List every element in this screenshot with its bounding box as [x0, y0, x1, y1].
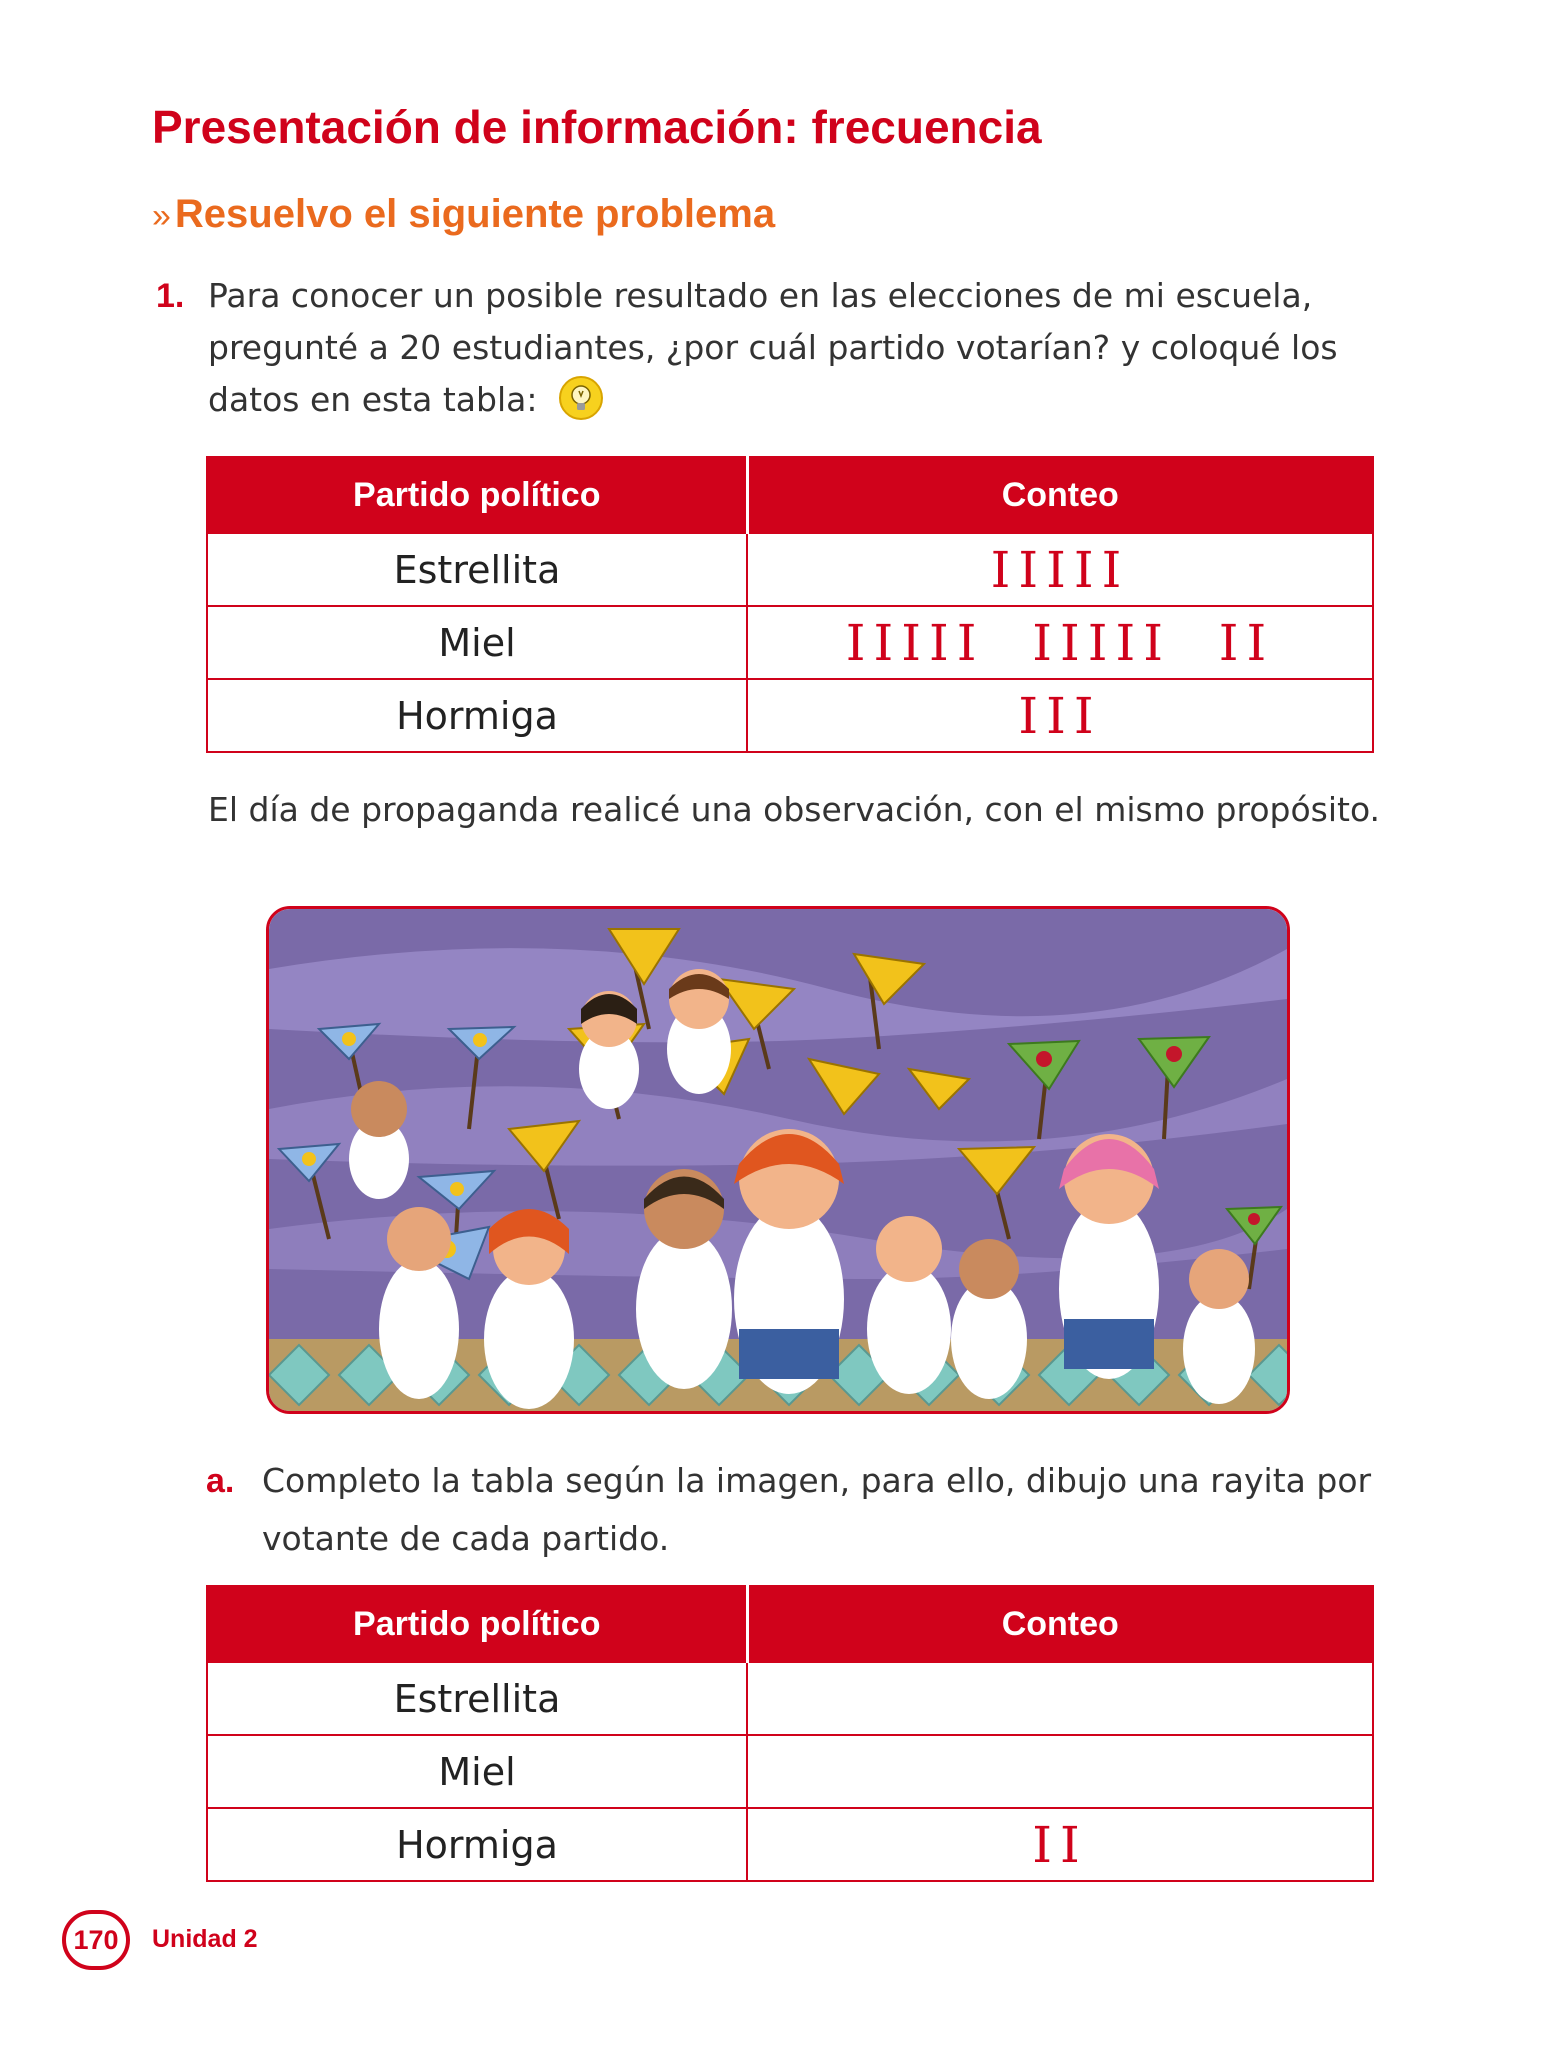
section-title: Resuelvo el siguiente problema: [174, 192, 776, 236]
page-number-badge: [62, 1910, 130, 1970]
party-cell: Hormiga: [207, 1808, 747, 1881]
activity-text: Completo la tabla según la imagen, para ello, dibujo una rayita por votante de cada partido.: [262, 1461, 1372, 1558]
tally-input-cell[interactable]: [747, 1735, 1373, 1808]
tally-cell: IIIII: [747, 533, 1373, 606]
problem-text: Para conocer un posible resultado en las elecciones de mi escuela, pregunté a 20 estudiantes, ¿por cuál partido votarían? y coloqué los datos en esta tabla:: [208, 276, 1338, 419]
party-cell: Estrellita: [207, 1662, 747, 1735]
table-row: [207, 1662, 1373, 1735]
problem-number: 1.: [156, 277, 185, 315]
table-row: [207, 1808, 1373, 1881]
rally-illustration: [266, 906, 1290, 1414]
table-row: [207, 533, 1373, 606]
party-cell: Hormiga: [207, 679, 747, 752]
observation-text: El día de propaganda realicé una observación, con el mismo propósito.: [208, 790, 1381, 829]
section-heading: [152, 192, 775, 237]
tally-cell: III: [747, 679, 1373, 752]
page-number: 170: [73, 1924, 119, 1955]
problem-statement: [208, 270, 1408, 436]
section-marker: »: [152, 197, 171, 235]
column-header-count: Conteo: [747, 1586, 1373, 1662]
tally-table-survey: [206, 456, 1374, 753]
column-header-party: Partido político: [207, 457, 747, 533]
table-header-row: [207, 457, 1373, 533]
tally-cell: IIIII IIIII II: [747, 606, 1373, 679]
page-title: Presentación de información: frecuencia: [152, 101, 1042, 153]
tally-input-cell[interactable]: II: [747, 1808, 1373, 1881]
tally-table-observation: [206, 1585, 1374, 1882]
column-header-party: Partido político: [207, 1586, 747, 1662]
activity-letter: a.: [206, 1462, 235, 1500]
party-cell: Miel: [207, 606, 747, 679]
party-cell: Estrellita: [207, 533, 747, 606]
unit-label: Unidad 2: [152, 1925, 258, 1953]
table-header-row: [207, 1586, 1373, 1662]
table-row: [207, 606, 1373, 679]
tally-input-cell[interactable]: [747, 1662, 1373, 1735]
table-row: [207, 679, 1373, 752]
party-cell: Miel: [207, 1735, 747, 1808]
table-row: [207, 1735, 1373, 1808]
lightbulb-icon: [558, 375, 604, 436]
column-header-count: Conteo: [747, 457, 1373, 533]
